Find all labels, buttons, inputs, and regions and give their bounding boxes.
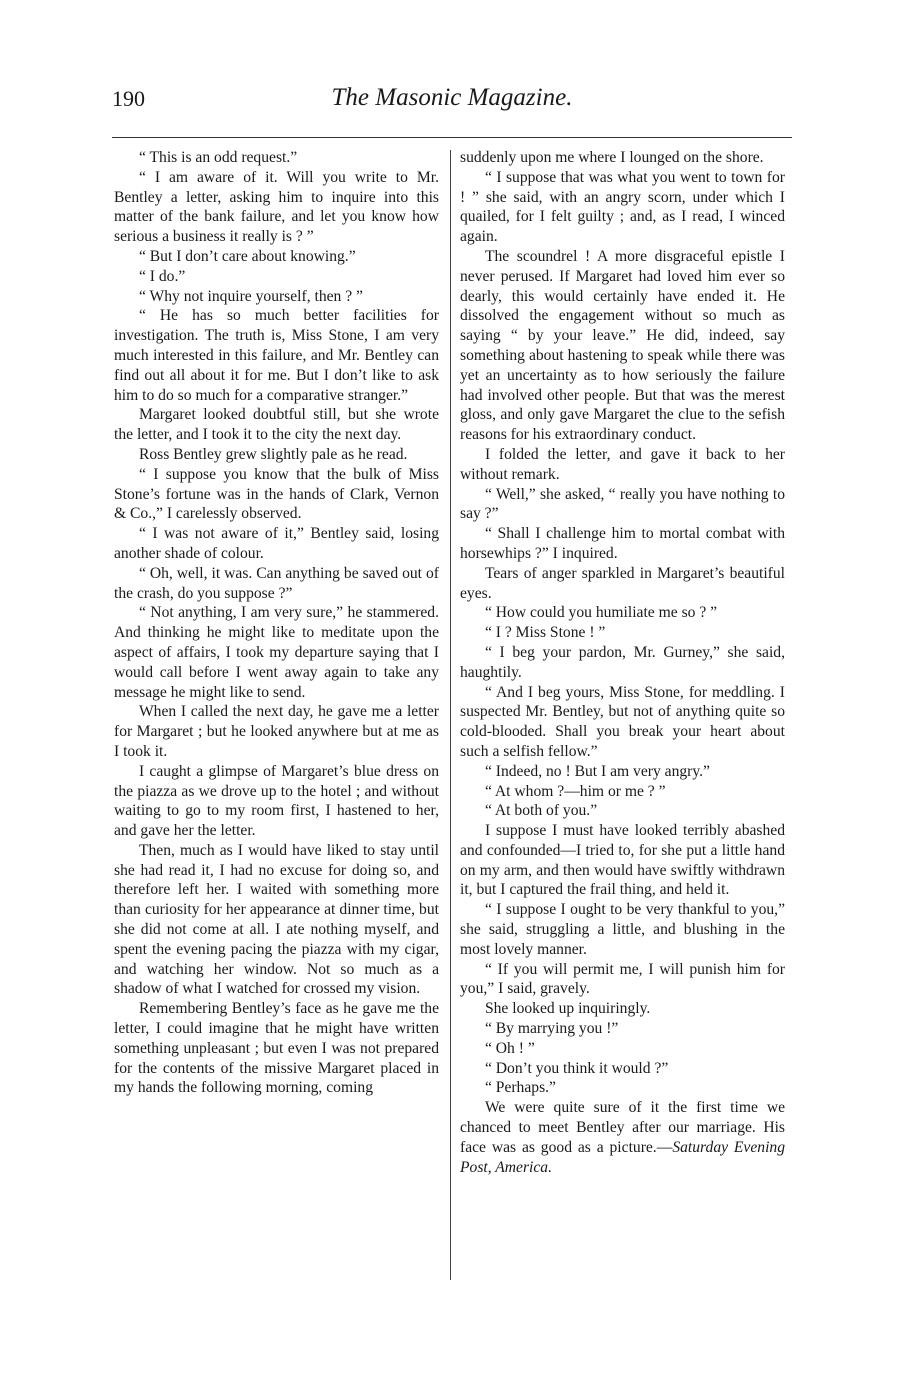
paragraph: “ Don’t you think it would ?” <box>484 1059 669 1077</box>
running-title: The Masonic Magazine. <box>331 84 573 111</box>
paragraph: I folded the letter, and gave it back to her without remark. <box>460 445 785 483</box>
paragraph: She looked up inquiringly. <box>484 1000 651 1018</box>
paragraph: Ross Bentley grew slightly pale as he read. <box>138 445 408 463</box>
paragraph: “ I suppose you know that the bulk of Miss Stone’s fortune was in the hands of Clark, Vernon & Co.,” I carelessly observed. <box>114 465 439 523</box>
paragraph: “ By marrying you !” <box>484 1020 619 1038</box>
paragraph: “ I am aware of it. Will you write to Mr. Bentley a letter, asking him to inquire into this matter of the bank failure, and let you know how serious a business it really is ? ” <box>114 168 439 246</box>
paragraph: Tears of anger sparkled in Margaret’s beautiful eyes. <box>460 564 785 602</box>
paragraph: “ Oh, well, it was. Can anything be saved out of the crash, do you suppose ?” <box>114 564 439 602</box>
paragraph: “ Well,” she asked, “ really you have nothing to say ?” <box>460 485 785 523</box>
paragraph: I caught a glimpse of Margaret’s blue dress on the piazza as we drove up to the hotel ; and without waiting to go to my room first, I hastened to her, and gave her the letter. <box>114 762 439 840</box>
paragraph: Then, much as I would have liked to stay until she had read it, I had no excuse for doing so, and therefore left her. I waited with something more than curiosity for her appearance at dinner time, but she did not come at all. I ate nothing myself, and spent the evening pacing the piazza with my cigar, and watching her window. Not so much as a shadow of what I watched for crossed my vision. <box>114 841 439 998</box>
page-header <box>112 82 792 118</box>
column-divider <box>450 150 451 1280</box>
paragraph: “ I do.” <box>138 267 186 285</box>
paragraph: “ Perhaps.” <box>484 1079 556 1097</box>
closing-text: We were quite sure of it the first time we chanced to meet Bentley after our marriage. His face was as good as a picture.— <box>460 1099 785 1156</box>
paragraph: The scoundrel ! A more disgraceful epistle I never perused. If Margaret had loved him ever so dearly, this would certainly have ended it. He dissolved the engagement without so much as saying “ by your leave.” He did, indeed, say something about hastening to speak while there was yet an uncertainty as to how seriously the failure had involved other people. But that was the merest gloss, and only gave Margaret the clue to the sefish reasons for his extraordinary conduct. <box>460 247 785 444</box>
paragraph: “ Oh ! ” <box>484 1039 535 1057</box>
source-credit: Saturday Evening Post, America. <box>460 1138 786 1176</box>
paragraph: “ I ? Miss Stone ! ” <box>484 624 606 642</box>
paragraph: When I called the next day, he gave me a letter for Margaret ; but he looked anywhere but at me as I took it. <box>114 703 439 760</box>
paragraph: “ I beg your pardon, Mr. Gurney,” she said, haughtily. <box>460 643 785 681</box>
paragraph: “ If you will permit me, I will punish him for you,” I said, gravely. <box>460 960 785 998</box>
paragraph: “ But I don’t care about knowing.” <box>138 247 356 265</box>
closing-paragraph <box>460 1098 785 1177</box>
header-rule <box>112 137 792 138</box>
paragraph: “ I suppose I ought to be very thankful to you,” she said, struggling a little, and blushing in the most lovely manner. <box>460 901 785 958</box>
paragraph: “ Indeed, no ! But I am very angry.” <box>484 762 710 780</box>
paragraph: “ At both of you.” <box>484 802 598 820</box>
paragraph: I suppose I must have looked terribly abashed and confounded—I tried to, for she put a little hand on my arm, and then would have swiftly withdrawn it, but I captured the frail thing, and held it. <box>460 822 785 899</box>
paragraph: “ This is an odd request.” <box>138 149 298 166</box>
paragraph: “ And I beg yours, Miss Stone, for meddling. I suspected Mr. Bentley, but not of anything quite so cold-blooded. Shall you break your heart about such a selfish fellow.” <box>460 683 785 760</box>
paragraph: “ Shall I challenge him to mortal combat with horsewhips ?” I inquired. <box>460 525 785 562</box>
page-number: 190 <box>112 86 145 111</box>
paragraph: Margaret looked doubtful still, but she wrote the letter, and I took it to the city the next day. <box>114 406 439 444</box>
paragraph: “ Why not inquire yourself, then ? ” <box>138 287 363 305</box>
paragraph-continuation: suddenly upon me where I lounged on the shore. <box>460 149 764 166</box>
paragraph: “ Not anything, I am very sure,” he stammered. And thinking he might like to meditate upon the aspect of affairs, I took my departure saying that I would call before I went away again to take any message he might like to send. <box>114 604 439 701</box>
paragraph: “ He has so much better facilities for investigation. The truth is, Miss Stone, I am very much interested in this failure, and Mr. Bentley can find out all about it for me. But I don’t like to ask him to do so much for a comparative stranger.” <box>114 307 439 404</box>
left-column <box>114 148 439 1098</box>
paragraph: “ How could you humiliate me so ? ” <box>484 604 718 622</box>
paragraph: “ I suppose that was what you went to town for ! ” she said, with an angry scorn, under which I quailed, for I felt guilty ; and, as I read, I winced again. <box>460 168 785 246</box>
right-column <box>460 148 785 1177</box>
paragraph: “ I was not aware of it,” Bentley said, losing another shade of colour. <box>114 525 439 562</box>
paragraph: “ At whom ?—him or me ? ” <box>484 782 666 800</box>
paragraph: Remembering Bentley’s face as he gave me the letter, I could imagine that he might have written something unpleasant ; but even I was not prepared for the contents of the missive Margaret placed in my hands the following morning, coming <box>114 1000 439 1097</box>
